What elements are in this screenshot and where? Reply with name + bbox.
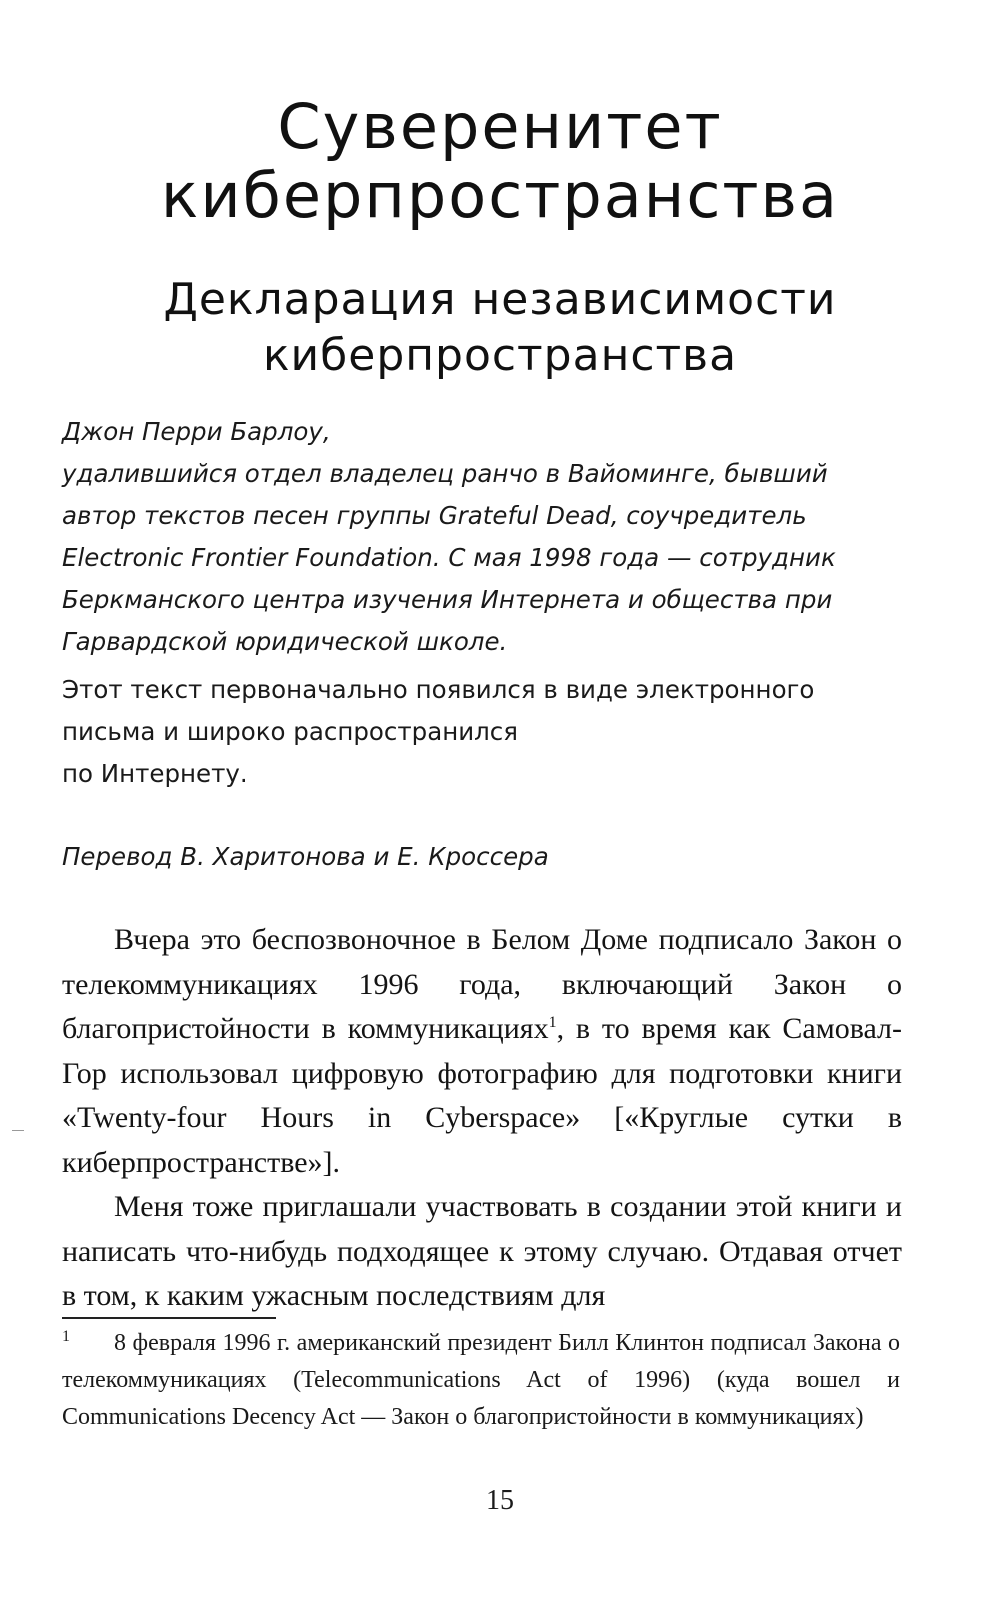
author-info-line: удалившийся отдел владелец ранчо в Вайоминге, бывший bbox=[62, 459, 828, 488]
paragraph bbox=[62, 918, 902, 1185]
origin-note-line: Этот текст первоначально появился в виде электронного bbox=[62, 675, 815, 704]
footnote-text: 8 февраля 1996 г. американский президент Билл Клинтон подписал Закона о телекоммуникациях (Telecommunications Act of 1996) (куда вошел и Communications Decency Act — Закон о благопристойности в коммуникациях) bbox=[62, 1330, 900, 1430]
page-number: 15 bbox=[486, 1485, 514, 1516]
paragraph-text: , в то время как Самовал-Гор использовал цифровую фотографию для подготовки книги «Twenty-four Hours in Cyberspace» [«Круглые сутки в киберпространстве»]. bbox=[62, 1012, 903, 1179]
paragraph-text: Вчера это беспозвоночное в Белом Доме подписало Закон о телекоммуникациях 1996 года, включающий Закон о благопристойности в коммуникациях bbox=[62, 923, 902, 1045]
translation-credit: Перевод В. Харитонова и Е. Кроссера bbox=[62, 842, 549, 871]
author-info-line: Беркманского центра изучения Интернета и общества при bbox=[62, 585, 833, 614]
author-info-line: автор текстов песен группы Grateful Dead, соучредитель bbox=[62, 501, 807, 530]
chapter-title-line-1: Суверенитет bbox=[277, 90, 723, 163]
paragraph: Меня тоже приглашали участвовать в создании этой книги и написать что-нибудь подходящее к этому случаю. Отдавая отчет в том, к каким ужасным последствиям для bbox=[62, 1190, 902, 1312]
section-title-line-2: киберпространства bbox=[262, 330, 738, 381]
footnote: 1 8 февраля 1996 г. американский президент Билл Клинтон подписал Закона о телекоммуникациях (Telecommunications Act of 1996) (куда вошел и Communications Decency Act — Закон о благопристойности в коммуникациях) bbox=[62, 1328, 900, 1430]
chapter-title-line-2: киберпространства bbox=[160, 159, 840, 232]
origin-note-line: письма и широко распространился bbox=[62, 717, 519, 746]
footnote-reference[interactable]: 1 bbox=[548, 1014, 557, 1031]
author-info-line: Джон Перри Барлоу, bbox=[62, 417, 331, 446]
section-title-line-1: Декларация независимости bbox=[163, 274, 837, 325]
body-text bbox=[62, 918, 902, 1319]
scan-speck bbox=[12, 1130, 24, 1131]
origin-note-line: по Интернету. bbox=[62, 759, 248, 788]
footnote-divider bbox=[62, 1317, 276, 1319]
author-info-line: Гарвардской юридической школе. bbox=[62, 627, 508, 656]
author-info-line: Electronic Frontier Foundation. С мая 1998 года — сотрудник bbox=[62, 543, 836, 572]
